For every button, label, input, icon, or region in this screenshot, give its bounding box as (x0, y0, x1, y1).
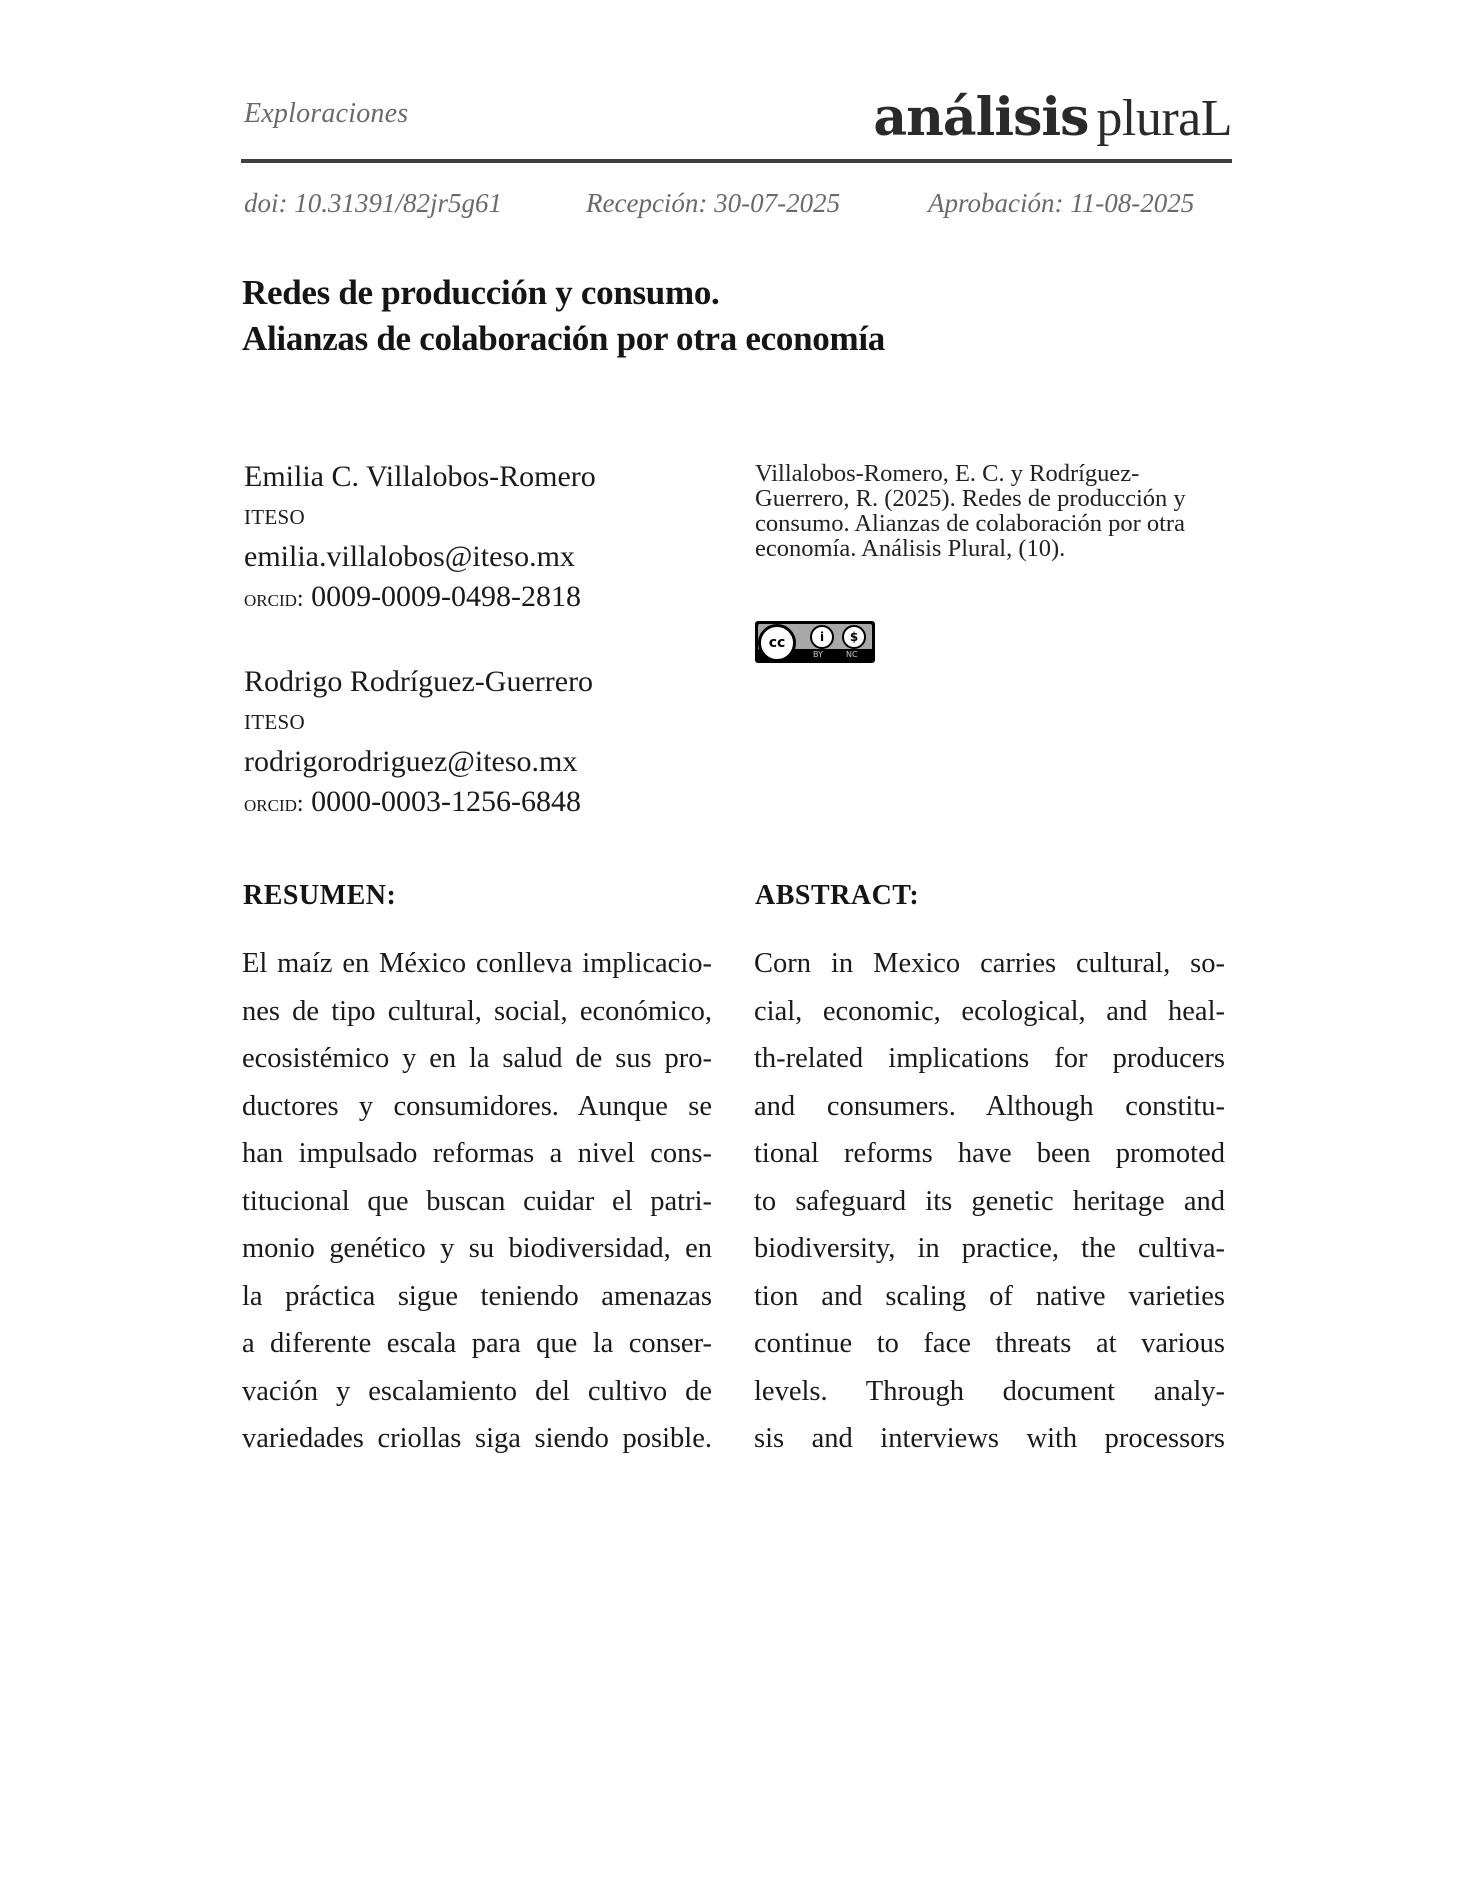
text-line: biodiversity, in practice, the cultiva- (754, 1233, 1225, 1264)
author-orcid[interactable] (244, 782, 593, 824)
nc-label: NC (846, 650, 858, 659)
author-block (244, 662, 593, 824)
text-line: ductores y consumidores. Aunque se (242, 1090, 712, 1122)
received-date: Recepción: 30-07-2025 (586, 188, 841, 218)
text-line: la práctica sigue teniendo amenazas (242, 1280, 712, 1312)
orcid-value: 0009-0009-0498-2818 (311, 580, 582, 613)
author-email[interactable]: emilia.villalobos@iteso.mx (244, 540, 575, 573)
doi[interactable]: doi: 10.31391/82jr5g61 (244, 188, 503, 218)
by-label: BY (813, 650, 823, 659)
section-label: Exploraciones (244, 98, 409, 129)
text-line: sis and interviews with processors (754, 1423, 1225, 1454)
journal-logo (873, 87, 1232, 148)
text-line: cial, economic, ecological, and heal- (754, 995, 1225, 1027)
attribution-icon: i (810, 625, 834, 649)
text-line: a diferente escala para que la conser- (242, 1328, 712, 1359)
approved-date: Aprobación: 11-08-2025 (928, 188, 1195, 218)
text-line: Corn in Mexico carries cultural, so- (754, 948, 1225, 979)
text-line: tional reforms have been promoted (754, 1138, 1225, 1169)
noncommercial-icon: $ (842, 625, 866, 649)
text-line: and consumers. Although constitu- (754, 1090, 1225, 1122)
header-rule (241, 159, 1232, 163)
text-line: titucional que buscan cuidar el patri- (242, 1185, 712, 1217)
text-line: nes de tipo cultural, social, económico, (242, 995, 712, 1027)
abstract-body (754, 940, 1225, 1463)
author-block (244, 457, 596, 619)
text-line: variedades criollas siga siendo posible. (242, 1423, 712, 1454)
cc-icon: cc (758, 624, 796, 662)
author-name: Emilia C. Villalobos-Romero (244, 460, 596, 493)
text-line: ecosistémico y en la salud de sus pro- (242, 1043, 712, 1074)
text-line: th-related implications for producers (754, 1043, 1225, 1074)
article-title-line-1: Redes de producción y consumo. (242, 273, 720, 312)
journal-logo-bold: análisis (873, 87, 1089, 148)
text-line: han impulsado reformas a nivel cons- (242, 1138, 712, 1169)
abstract-heading: ABSTRACT: (755, 880, 920, 911)
author-email[interactable]: rodrigorodriguez@iteso.mx (244, 745, 578, 778)
text-line: to safeguard its genetic heritage and (754, 1185, 1225, 1217)
journal-logo-light: pluraL (1096, 90, 1232, 147)
text-line: El maíz en México conlleva implicacio- (242, 948, 712, 979)
orcid-value: 0000-0003-1256-6848 (311, 785, 582, 818)
author-institution: ITESO (244, 710, 305, 734)
text-line: monio genético y su biodiversidad, en (242, 1233, 712, 1264)
citation: Villalobos-Romero, E. C. y Rodríguez-Guerrero, R. (2025). Redes de producción y consumo. Alianzas de colaboración por otra economía. Análisis Plural, (10). (755, 460, 1186, 562)
author-institution: ITESO (244, 505, 305, 529)
resumen-heading: RESUMEN: (243, 880, 397, 911)
orcid-label: orcid: (244, 586, 304, 612)
author-name: Rodrigo Rodríguez-Guerrero (244, 665, 594, 698)
orcid-label: orcid: (244, 791, 304, 817)
resumen-body (242, 940, 712, 1463)
text-line: vación y escalamiento del cultivo de (242, 1375, 712, 1407)
text-line: levels. Through document analy- (754, 1375, 1225, 1407)
author-orcid[interactable] (244, 577, 596, 619)
text-line: tion and scaling of native varieties (754, 1280, 1225, 1312)
article-title (242, 270, 885, 362)
text-line: continue to face threats at various (754, 1328, 1225, 1359)
cc-by-nc-icon[interactable] (755, 621, 875, 663)
article-title-line-2: Alianzas de colaboración por otra economía (242, 319, 885, 358)
